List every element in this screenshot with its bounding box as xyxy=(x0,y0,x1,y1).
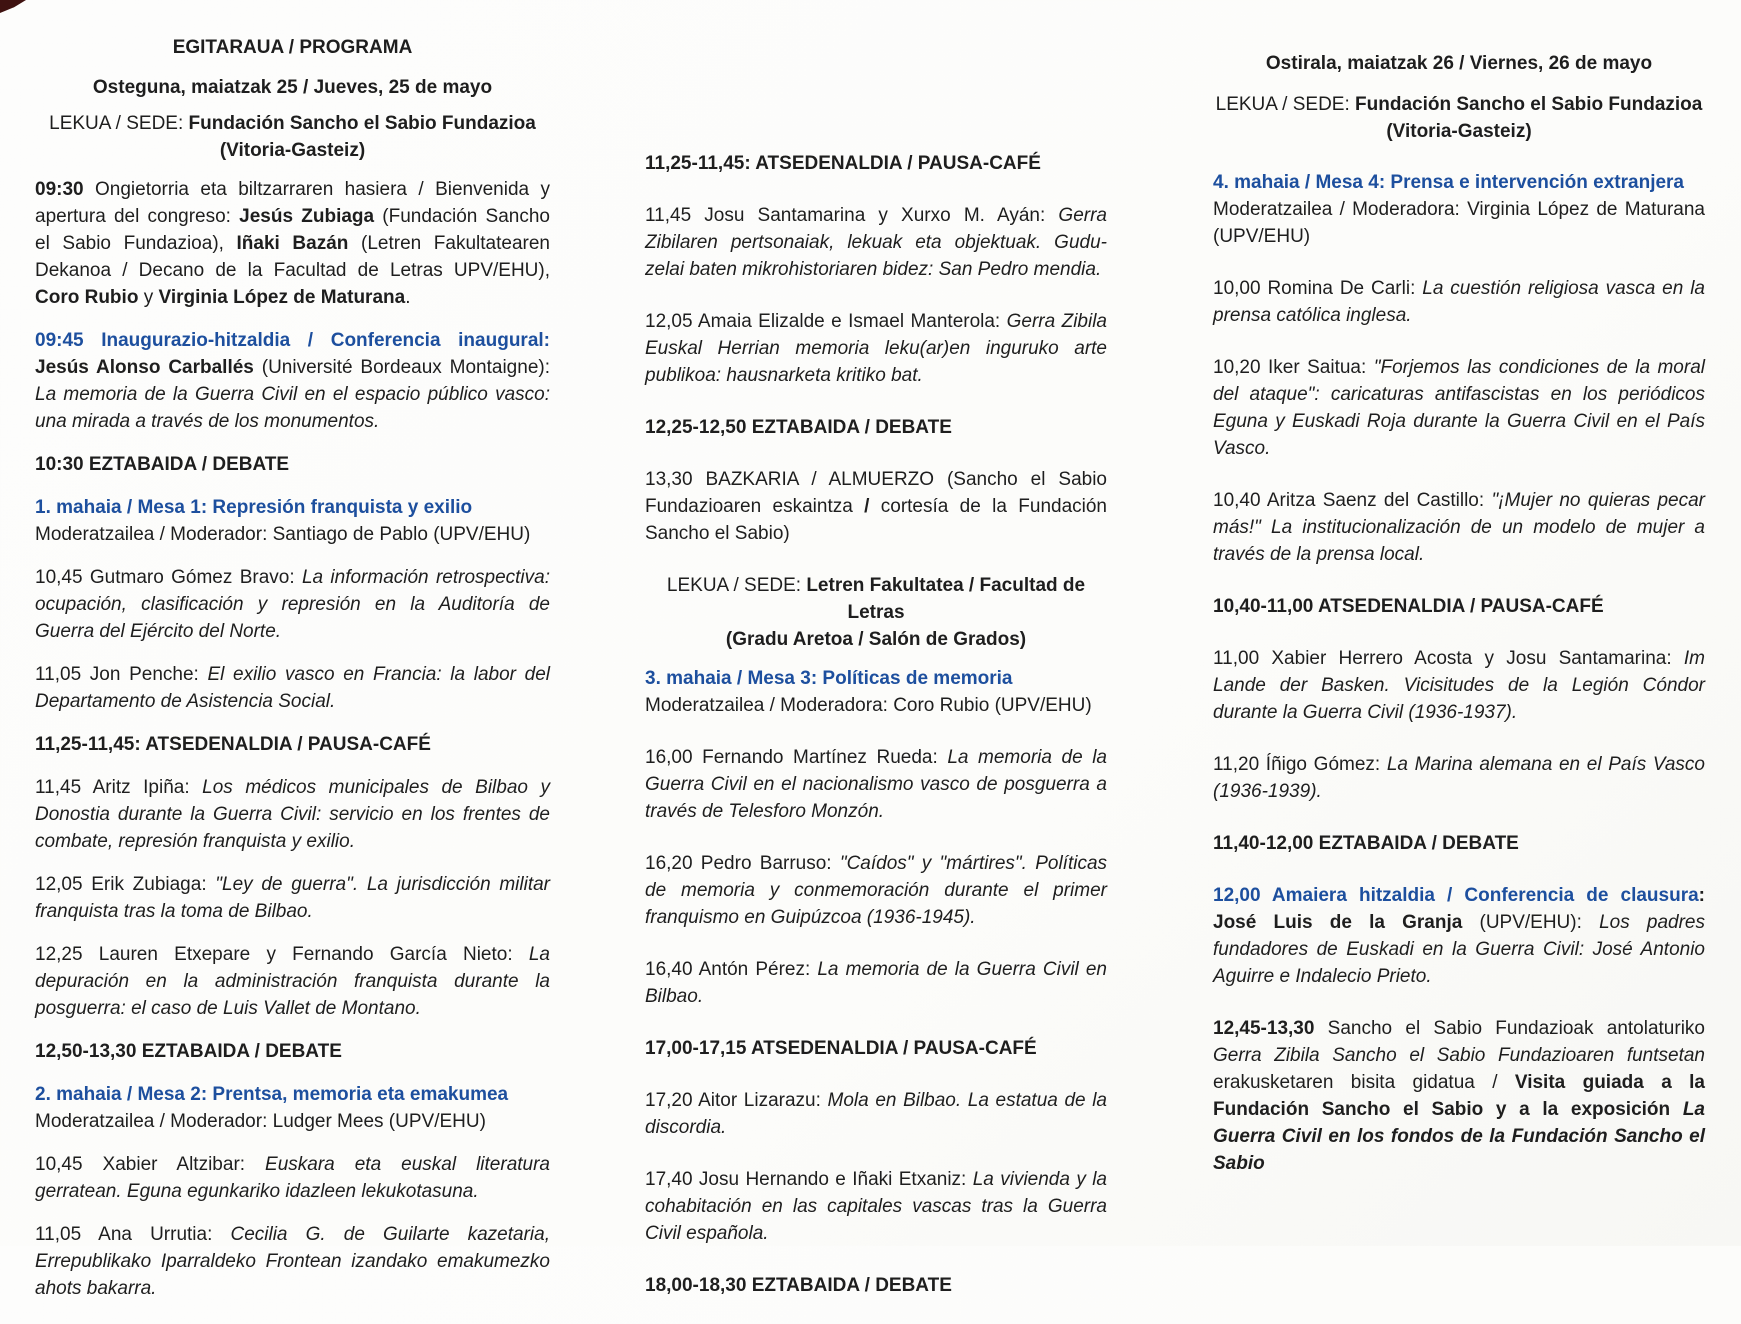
text-segment: 12,00 Amaiera hitzaldia / Conferencia de clausura xyxy=(1213,885,1699,906)
talk-item xyxy=(35,774,550,855)
text-segment: 12,05 Erik Zubiaga: xyxy=(35,874,216,895)
debate-heading xyxy=(645,414,1107,441)
text-segment: Sancho el Sabio Fundazioak antolaturiko xyxy=(1314,1018,1705,1039)
text-segment: 12,25 Lauren Etxepare y Fernando García Nieto: xyxy=(35,944,529,965)
text-segment: Visita guiada a la Fundación Sancho el Sabio y a la exposición xyxy=(1213,1072,1705,1120)
text-segment: (Fundación Sancho el Sabio Fundazioa), xyxy=(35,206,550,254)
panel2-heading xyxy=(35,1081,550,1108)
text-segment: Letren Fakultatea / Facultad de Letras xyxy=(806,575,1086,623)
text-segment: y xyxy=(138,287,159,308)
text-segment: (UPV/EHU): xyxy=(1462,912,1600,933)
welcome-item xyxy=(35,176,550,311)
text-segment: "Caídos" y "mártires". Políticas de memoria y conmemoración durante el primer franquismo en Guipúzcoa (1936-1945). xyxy=(645,853,1108,928)
lunch-item xyxy=(645,466,1107,547)
text-segment: Moderatzailea / Moderador: Ludger Mees (UPV/EHU) xyxy=(35,1111,486,1132)
panel1-heading xyxy=(35,494,550,521)
text-segment: 11,25-11,45: ATSEDENALDIA / PAUSA-CAFÉ xyxy=(35,734,431,755)
text-segment: La memoria de la Guerra Civil en Bilbao. xyxy=(645,959,1107,1007)
text-segment: Virginia López de Maturana xyxy=(158,287,406,308)
text-segment: 10:30 EZTABAIDA / DEBATE xyxy=(35,454,290,475)
text-segment: 16,40 Antón Pérez: xyxy=(645,959,818,980)
text-segment: . xyxy=(405,287,411,308)
text-segment: LEKUA / SEDE: xyxy=(1215,94,1356,115)
text-segment: Moderatzailea / Moderador: Santiago de Pablo (UPV/EHU) xyxy=(35,524,531,545)
text-segment: 10,45 Gutmaro Gómez Bravo: xyxy=(35,567,302,588)
text-segment: La memoria de la Guerra Civil en el nacionalismo vasco de posguerra a través de Telesforo Monzón. xyxy=(645,747,1107,822)
panel2-moderator xyxy=(35,1108,550,1135)
panel3-moderator xyxy=(645,692,1107,719)
day1-panel-left xyxy=(35,0,550,1318)
text-segment: Osteguna, maiatzak 25 / Jueves, 25 de mayo xyxy=(92,77,493,98)
text-segment: EGITARAUA / PROGRAMA xyxy=(172,37,413,58)
text-segment: El exilio vasco en Francia: la labor del Departamento de Asistencia Social. xyxy=(35,664,551,712)
text-segment: Jesús Alonso Carballés xyxy=(35,357,254,378)
text-segment: 16,20 Pedro Barruso: xyxy=(645,853,840,874)
text-segment: 09:45 Inaugurazio-hitzaldia / Conferencia inaugural: xyxy=(35,330,550,351)
day1-panel-middle xyxy=(645,0,1107,1324)
text-segment: (Gradu Aretoa / Salón de Grados) xyxy=(725,629,1027,650)
talk-item xyxy=(645,850,1107,931)
text-segment: 11,05 Ana Urrutia: xyxy=(35,1224,231,1245)
talk-item xyxy=(35,1221,550,1302)
text-segment: Los padres fundadores de Euskadi en la Guerra Civil: José Antonio Aguirre e Indalecio Prieto. xyxy=(1213,912,1705,987)
text-segment: 10,20 Iker Saitua: xyxy=(1213,357,1374,378)
text-segment: erakusketaren bisita gidatua / xyxy=(1213,1072,1515,1093)
talk-item xyxy=(35,941,550,1022)
text-segment: Ongietorria eta biltzarraren hasiera / Bienvenida y apertura del congreso: xyxy=(35,179,550,227)
text-segment: 11,25-11,45: ATSEDENALDIA / PAUSA-CAFÉ xyxy=(645,153,1041,174)
text-segment: 11,20 Íñigo Gómez: xyxy=(1213,754,1387,775)
text-segment: Gerra Zibilaren pertsonaiak, lekuak eta objektuak. Gudu-zelai baten mikrohistoriaren bidez: San Pedro mendia. xyxy=(645,205,1107,280)
debate-heading xyxy=(35,1038,550,1065)
text-segment: (Vitoria-Gasteiz) xyxy=(1386,121,1532,142)
text-segment: 10,40 Aritza Saenz del Castillo: xyxy=(1213,490,1492,511)
text-segment: La Marina alemana en el País Vasco (1936-1939). xyxy=(1213,754,1705,802)
text-segment: 12,05 Amaia Elizalde e Ismael Manterola: xyxy=(645,311,1007,332)
text-segment: La cuestión religiosa vasca en la prensa católica inglesa. xyxy=(1213,278,1705,326)
text-segment: 10,45 Xabier Altzibar: xyxy=(35,1154,266,1175)
text-segment: 11,45 Josu Santamarina y Xurxo M. Ayán: xyxy=(645,205,1059,226)
panel4-heading xyxy=(1213,169,1705,196)
day1-venue xyxy=(35,110,550,164)
text-segment: 12,25-12,50 EZTABAIDA / DEBATE xyxy=(645,417,952,438)
text-segment: La Guerra Civil en los fondos de la Fundación Sancho el Sabio xyxy=(1213,1099,1705,1174)
text-segment: cortesía de la Fundación Sancho el Sabio) xyxy=(645,496,1108,544)
text-segment: 11,00 Xabier Herrero Acosta y Josu Santamarina: xyxy=(1213,648,1684,669)
talk-item xyxy=(645,1087,1107,1141)
text-segment: 10,40-11,00 ATSEDENALDIA / PAUSA-CAFÉ xyxy=(1213,596,1604,617)
text-segment: Gerra Zibila Euskal Herrian memoria leku(ar)en inguruko arte publikoa: hausnarketa kritiko bat. xyxy=(645,311,1108,386)
text-segment: Gerra Zibila Sancho el Sabio Fundazioaren funtsetan xyxy=(1213,1045,1705,1066)
text-segment: 2. mahaia / Mesa 2: Prentsa, memoria eta emakumea xyxy=(35,1084,509,1105)
text-segment: (Université Bordeaux Montaigne): xyxy=(253,357,550,378)
text-segment: Mola en Bilbao. La estatua de la discordia. xyxy=(645,1090,1108,1138)
text-segment: Los médicos municipales de Bilbao y Donostia durante la Guerra Civil: servicio en los frentes de combate, represión franquista y exilio. xyxy=(35,777,550,852)
talk-item xyxy=(35,564,550,645)
talk-item xyxy=(645,956,1107,1010)
text-segment: 17,00-17,15 ATSEDENALDIA / PAUSA-CAFÉ xyxy=(645,1038,1037,1059)
program-title xyxy=(35,34,550,61)
talk-item xyxy=(1213,354,1705,462)
text-segment: Fundación Sancho el Sabio Fundazioa xyxy=(1355,94,1703,115)
text-segment: 13,30 BAZKARIA / ALMUERZO (Sancho el Sabio Fundazioaren eskaintza xyxy=(645,469,1107,517)
day1-date xyxy=(35,74,550,101)
inaugural-lecture-item xyxy=(35,327,550,435)
talk-item xyxy=(1213,751,1705,805)
text-segment: Jesús Zubiaga xyxy=(239,206,375,227)
talk-item xyxy=(1213,275,1705,329)
guided-visit-item xyxy=(1213,1015,1705,1177)
text-segment: 11,45 Aritz Ipiña: xyxy=(35,777,203,798)
debate-heading xyxy=(645,1272,1107,1299)
text-segment: 17,40 Josu Hernando e Iñaki Etxaniz: xyxy=(645,1169,973,1190)
text-segment: "¡Mujer no quieras pecar más!" La institucionalización de un modelo de mujer a través de la prensa local. xyxy=(1213,490,1705,565)
text-segment: 12,45-13,30 xyxy=(1213,1018,1315,1039)
talk-item xyxy=(35,1151,550,1205)
text-segment: LEKUA / SEDE: xyxy=(49,113,189,134)
text-segment: José Luis de la Granja xyxy=(1213,912,1463,933)
panel4-moderator xyxy=(1213,196,1705,250)
talk-item xyxy=(35,661,550,715)
text-segment: 09:30 xyxy=(35,179,84,200)
day2-panel-right xyxy=(1213,0,1705,1202)
text-segment: Moderatzailea / Moderadora: Virginia López de Maturana (UPV/EHU) xyxy=(1213,199,1705,247)
text-segment: La memoria de la Guerra Civil en el espacio público vasco: una mirada a través de los monumentos. xyxy=(35,384,550,432)
text-segment: La depuración en la administración franquista durante la posguerra: el caso de Luis Vallet de Montano. xyxy=(35,944,550,1019)
text-segment: 11,05 Jon Penche: xyxy=(35,664,208,685)
talk-item xyxy=(645,308,1107,389)
panel1-moderator xyxy=(35,521,550,548)
text-segment: La información retrospectiva: ocupación, clasificación y represión en la Auditoría de Guerra del Ejército del Norte. xyxy=(35,567,550,642)
talk-item xyxy=(645,1166,1107,1247)
talk-item xyxy=(1213,487,1705,568)
text-segment: 1. mahaia / Mesa 1: Represión franquista y exilio xyxy=(35,497,473,518)
text-segment: 10,00 Romina De Carli: xyxy=(1213,278,1423,299)
text-segment: Ostirala, maiatzak 26 / Viernes, 26 de mayo xyxy=(1265,53,1653,74)
text-segment: La vivienda y la cohabitación en las capitales vascas tras la Guerra Civil española. xyxy=(645,1169,1107,1244)
afternoon-venue xyxy=(645,572,1107,653)
talk-item xyxy=(1213,645,1705,726)
text-segment: 12,50-13,30 EZTABAIDA / DEBATE xyxy=(35,1041,342,1062)
debate-heading xyxy=(35,451,550,478)
day2-date xyxy=(1213,50,1705,77)
talk-item xyxy=(35,871,550,925)
day2-venue xyxy=(1213,91,1705,145)
panel3-heading xyxy=(645,665,1107,692)
text-segment: Cecilia G. de Guilarte kazetaria, Errepublikako Iparraldeko Frontean izandako emakumezko ahots bakarra. xyxy=(35,1224,550,1299)
text-segment: 17,20 Aitor Lizarazu: xyxy=(645,1090,828,1111)
text-segment: 11,40-12,00 EZTABAIDA / DEBATE xyxy=(1213,833,1519,854)
text-segment: Moderatzailea / Moderadora: Coro Rubio (UPV/EHU) xyxy=(645,695,1092,716)
text-segment: Im Lande der Basken. Vicisitudes de la Legión Cóndor durante la Guerra Civil (1936-1937). xyxy=(1213,648,1705,723)
text-segment: Iñaki Bazán xyxy=(236,233,349,254)
text-segment: / xyxy=(864,496,870,517)
text-segment: Fundación Sancho el Sabio Fundazioa xyxy=(188,113,536,134)
text-segment: Coro Rubio xyxy=(35,287,139,308)
text-segment: 3. mahaia / Mesa 3: Políticas de memoria xyxy=(645,668,1013,689)
text-segment: "Ley de guerra". La jurisdicción militar franquista tras la toma de Bilbao. xyxy=(35,874,550,922)
talk-item xyxy=(645,744,1107,825)
text-segment: : xyxy=(1698,885,1705,906)
coffee-break-heading xyxy=(645,1035,1107,1062)
closing-lecture-item xyxy=(1213,882,1705,990)
coffee-break-heading xyxy=(35,731,550,758)
text-segment: LEKUA / SEDE: xyxy=(666,575,807,596)
coffee-break-heading xyxy=(1213,593,1705,620)
text-segment: 4. mahaia / Mesa 4: Prensa e intervención extranjera xyxy=(1213,172,1685,193)
talk-item xyxy=(645,202,1107,283)
coffee-break-heading xyxy=(645,150,1107,177)
text-segment: 16,00 Fernando Martínez Rueda: xyxy=(645,747,948,768)
text-segment: (Vitoria-Gasteiz) xyxy=(219,140,366,161)
debate-heading xyxy=(1213,830,1705,857)
text-segment: Euskara eta euskal literatura gerratean. Eguna egunkariko idazleen lekukotasuna. xyxy=(35,1154,550,1202)
text-segment: "Forjemos las condiciones de la moral del ataque": caricaturas antifascistas en los periódicos Eguna y Euskadi Roja durante la Guerra Civil en el País Vasco. xyxy=(1213,357,1705,459)
text-segment: 18,00-18,30 EZTABAIDA / DEBATE xyxy=(645,1275,952,1296)
text-segment: (Letren Fakultatearen Dekanoa / Decano de la Facultad de Letras UPV/EHU), xyxy=(35,233,550,281)
